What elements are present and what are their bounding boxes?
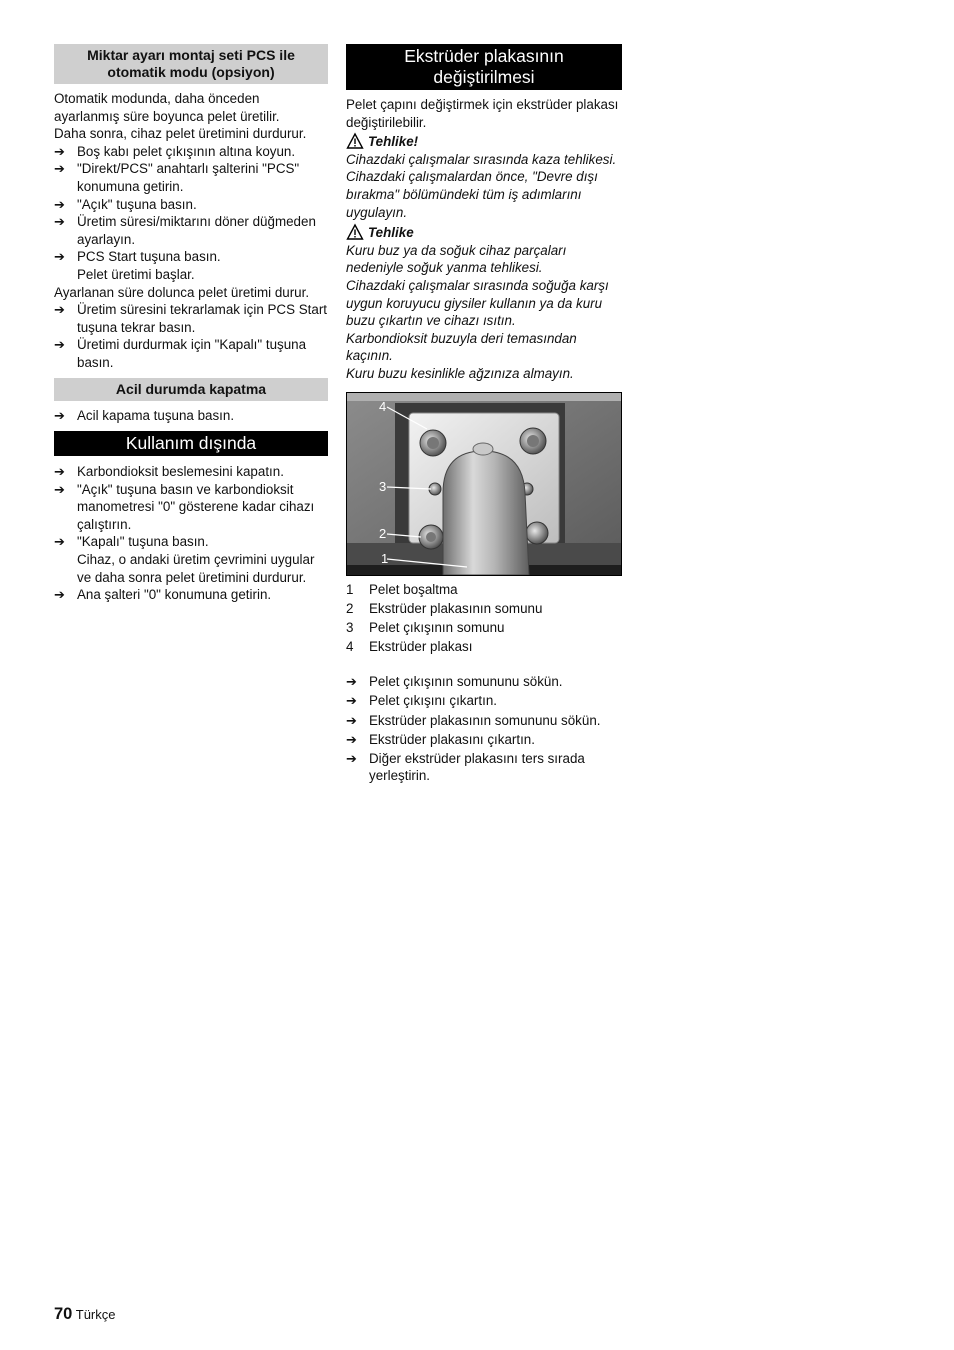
legend-item: 1 Pelet boşaltma [346, 581, 458, 597]
list-item: ➔ Ana şalteri "0" konumuna getirin. [54, 587, 272, 603]
legend-item: 3 Pelet çıkışının somunu [346, 619, 505, 635]
list-item-note: Pelet üretimi başlar. [77, 266, 195, 282]
list-item: ➔ Üretimi durdurmak için "Kapalı" tuşuna basın. [54, 337, 307, 370]
extruder-illustration [347, 393, 621, 575]
warning-title: Tehlike [346, 224, 622, 242]
photo-callout-4: 4 [379, 398, 387, 414]
arrow-right-icon: ➔ [346, 750, 357, 766]
arrow-right-icon: ➔ [346, 693, 357, 709]
warning-title: Tehlike! [346, 133, 622, 151]
legend-item: 2 Ekstrüder plakasının somunu [346, 600, 543, 616]
list-item: ➔ PCS Start tuşuna basın. [54, 249, 221, 265]
list-item: ➔ "Direkt/PCS" anahtarlı şalterini "PCS" konumuna getirin. [54, 161, 300, 194]
arrow-right-icon: ➔ [54, 249, 65, 265]
warning-text: Karbondioksit buzuyla deri temasından kaçının. [346, 330, 577, 364]
section-title-out-of-use: Kullanım dışında [54, 431, 328, 456]
list-item: ➔ "Açık" tuşuna basın ve karbondioksit manometresi "0" gösterene kadar cihazı çalıştırın. [54, 481, 315, 532]
list-item: ➔ Acil kapama tuşuna basın. [54, 407, 235, 423]
list-item: ➔ Diğer ekstrüder plakasını ters sırada yerleştirin. [346, 750, 585, 784]
list-item-note: Cihaz, o andaki üretim çevrimini uygular ve daha sonra pelet üretimini durdurur. [77, 552, 315, 585]
paragraph: Ayarlanan süre dolunca pelet üretimi durur. [54, 284, 310, 300]
photo-callout-2: 2 [379, 525, 387, 541]
arrow-right-icon: ➔ [346, 731, 357, 747]
arrow-right-icon: ➔ [346, 712, 357, 728]
warning-text: Kuru buzu kesinlikle ağzınıza almayın. [346, 365, 574, 381]
extruder-photo [346, 392, 622, 576]
left-column [54, 44, 328, 604]
paragraph: Pelet çapını değiştirmek için ekstrüder plakası değiştirilebilir. [346, 97, 619, 130]
list-item: ➔ Ekstrüder plakasının somununu sökün. [346, 712, 601, 728]
list-item: ➔ "Kapalı" tuşuna basın. [54, 534, 209, 550]
section-title-emergency: Acil durumda kapatma [54, 378, 328, 401]
arrow-right-icon: ➔ [54, 587, 65, 603]
arrow-right-icon: ➔ [54, 464, 65, 480]
warning-text: Cihazdaki çalışmalar sırasında soğuğa karşı uygun koruyucu giysiler kullanın ya da kuru buzu çıkartın ve cihazı ısıtın. [346, 277, 609, 329]
arrow-right-icon: ➔ [54, 161, 65, 177]
list-item: ➔ Üretim süresi/miktarını döner düğmeden ayarlayın. [54, 214, 316, 247]
list-item: ➔ Pelet çıkışının somununu sökün. [346, 674, 563, 690]
arrow-right-icon: ➔ [54, 196, 65, 212]
section-title-pcs-auto: Miktar ayarı montaj seti PCS ile otomatik modu (opsiyon) [54, 44, 328, 84]
arrow-right-icon: ➔ [54, 481, 65, 497]
arrow-right-icon: ➔ [54, 534, 65, 550]
warning-text: Kuru buz ya da soğuk cihaz parçaları nedeniyle soğuk yanma tehlikesi. [346, 242, 567, 276]
paragraph: Otomatik modunda, daha önceden ayarlanmış süre boyunca pelet üretilir. [54, 91, 280, 124]
legend-item: 4 Ekstrüder plakası [346, 638, 473, 654]
arrow-right-icon: ➔ [346, 674, 357, 690]
photo-callout-3: 3 [379, 478, 387, 494]
list-item: ➔ Karbondioksit beslemesini kapatın. [54, 464, 284, 480]
arrow-right-icon: ➔ [54, 143, 65, 159]
photo-callout-1: 1 [381, 550, 389, 566]
warning-triangle-icon [346, 132, 364, 150]
page-language: Türkçe [75, 1307, 116, 1322]
arrow-right-icon: ➔ [54, 337, 65, 353]
section-title-extruder-plate: Ekstrüder plakasının değiştirilmesi [346, 44, 622, 90]
list-item: ➔ Üretim süresini tekrarlamak için PCS Start tuşuna tekrar basın. [54, 302, 328, 335]
arrow-right-icon: ➔ [54, 214, 65, 230]
arrow-right-icon: ➔ [54, 302, 65, 318]
page-footer [54, 1306, 115, 1324]
list-item: ➔ Ekstrüder plakasını çıkartın. [346, 731, 535, 747]
list-item: ➔ Pelet çıkışını çıkartın. [346, 693, 498, 709]
warning-text: Cihazdaki çalışmalar sırasında kaza tehlikesi. Cihazdaki çalışmalardan önce, "Devre dışı bırakma" bölümündeki tüm iş adımlarını uygulayın. [346, 151, 617, 220]
warning-triangle-icon [346, 223, 364, 241]
list-item: ➔ Boş kabı pelet çıkışının altına koyun. [54, 143, 296, 159]
list-item: ➔ "Açık" tuşuna basın. [54, 196, 197, 212]
right-column [346, 44, 622, 785]
arrow-right-icon: ➔ [54, 407, 65, 423]
paragraph: Daha sonra, cihaz pelet üretimini durdurur. [54, 126, 307, 142]
page-number: 70 [54, 1305, 73, 1323]
